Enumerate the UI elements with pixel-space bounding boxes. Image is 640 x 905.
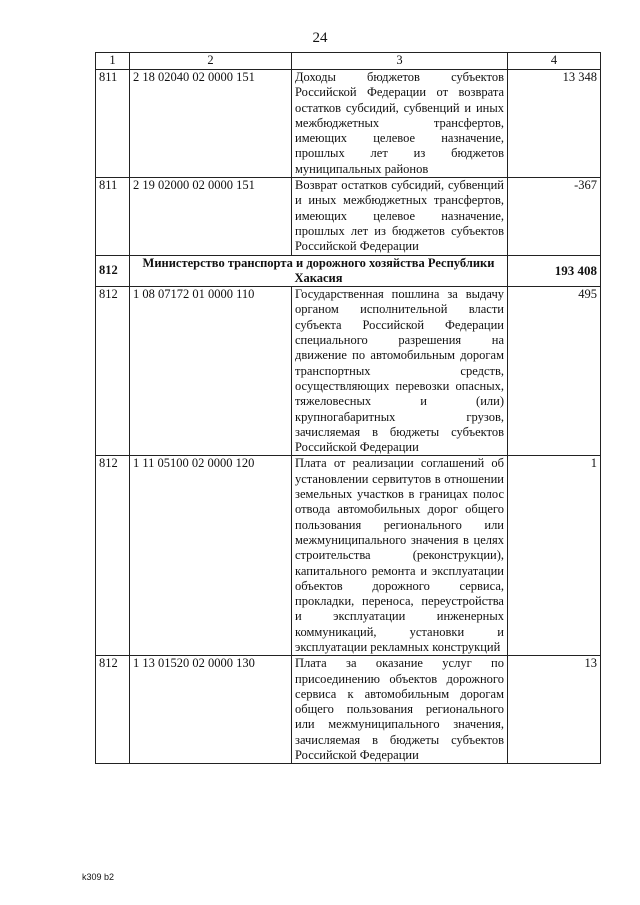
amount: 495 [508,287,601,456]
admin-code: 812 [96,656,130,764]
revenue-description: Доходы бюджетов субъектов Российской Федерации от возврата остатков субсидий, субвенций и иных межбюджетных трансфертов, имеющих целевое назначение, прошлых лет из бюджетов муниципальных районов [292,70,508,178]
admin-code: 812 [96,255,130,287]
revenue-description: Возврат остатков субсидий, субвенций и иных межбюджетных трансфертов, имеющих целевое назначение, прошлых лет из бюджетов субъектов Российской Федерации [292,178,508,255]
column-header: 2 [130,53,292,70]
revenue-description: Государственная пошлина за выдачу органом исполнительной власти субъекта Российской Федерации специального разрешения на движение по автомобильным дорогам транспортных средств, осуществляющих перевозки опасных, тяжеловесных и (или) крупногабаритных грузов, зачисляемая в бюджеты субъектов Российской Федерации [292,287,508,456]
column-header: 4 [508,53,601,70]
admin-code: 812 [96,287,130,456]
classification-code: 2 19 02000 02 0000 151 [130,178,292,255]
table-row [96,178,601,255]
classification-code: 1 13 01520 02 0000 130 [130,656,292,764]
table-row [96,287,601,456]
amount: 13 [508,656,601,764]
classification-code: 1 11 05100 02 0000 120 [130,456,292,656]
column-header: 3 [292,53,508,70]
page-number: 24 [312,30,328,46]
section-total: 193 408 [508,255,601,287]
amount: 13 348 [508,70,601,178]
admin-code: 811 [96,178,130,255]
amount: 1 [508,456,601,656]
table-row [96,456,601,656]
classification-code: 2 18 02040 02 0000 151 [130,70,292,178]
amount: -367 [508,178,601,255]
admin-code: 812 [96,456,130,656]
admin-code: 811 [96,70,130,178]
table-row [96,70,601,178]
revenue-description: Плата за оказание услуг по присоединению объектов дорожного сервиса к автомобильным дорогам общего пользования регионального или межмуниципального значения, зачисляемая в бюджеты субъектов Российской Федерации [292,656,508,764]
revenue-table [95,52,601,764]
document-footer-code: k309 b2 [82,872,115,882]
table-row [96,656,601,764]
section-row [96,255,601,287]
classification-code: 1 08 07172 01 0000 110 [130,287,292,456]
revenue-description: Плата от реализации соглашений об установлении сервитутов в отношении земельных участков в границах полос отвода автомобильных дорог общего пользования регионального или межмуниципального значения в целях строительства (реконструкции), капитального ремонта и эксплуатации объектов дорожного сервиса, прокладки, переноса, переустройства и эксплуатации инженерных коммуникаций, установки и эксплуатации рекламных конструкций [292,456,508,656]
table-header-row [96,53,601,70]
section-title: Министерство транспорта и дорожного хозяйства Республики Хакасия [130,255,508,287]
column-header: 1 [96,53,130,70]
